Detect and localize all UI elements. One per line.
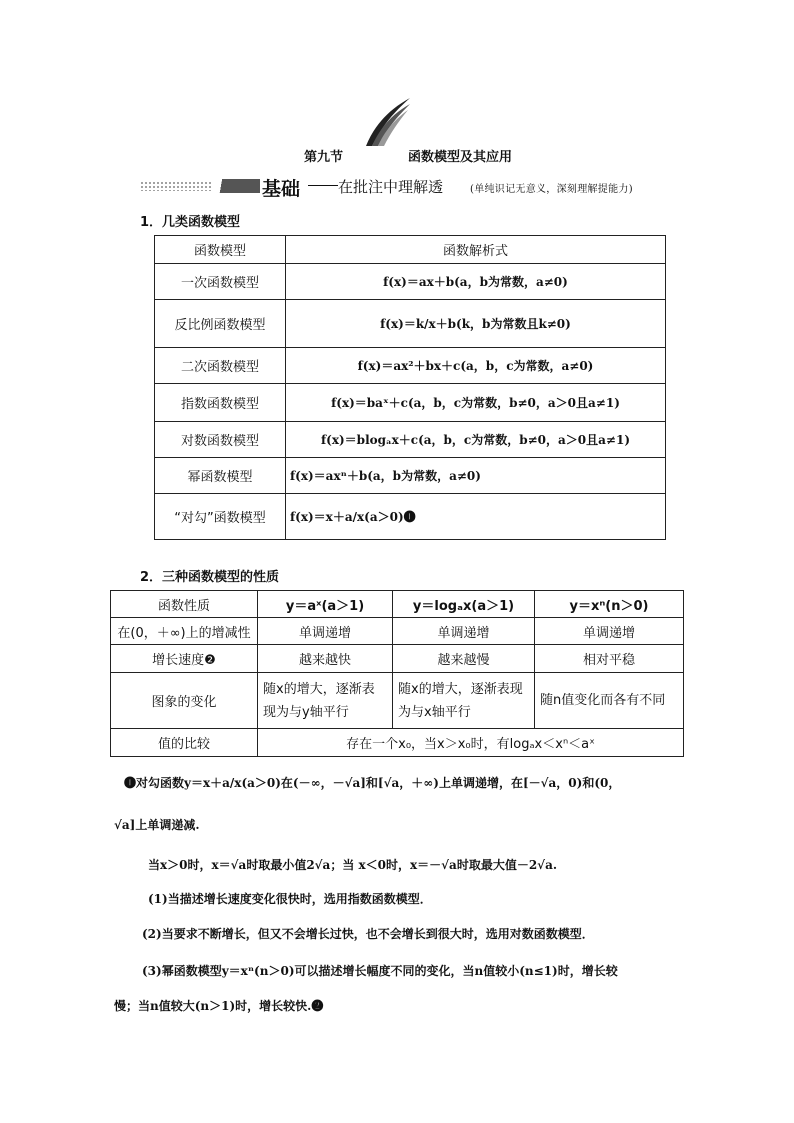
model-name: 二次函数模型 xyxy=(155,348,286,384)
model-name: 对数函数模型 xyxy=(155,422,286,458)
header-cell: y＝logₐx(a＞1) xyxy=(393,591,535,618)
property-value: 单调递增 xyxy=(393,618,535,645)
model-name: 一次函数模型 xyxy=(155,264,286,300)
table-row xyxy=(155,236,666,264)
properties-table xyxy=(110,590,684,757)
model-name: “对勾”函数模型 xyxy=(155,494,286,540)
note-paragraph-3-line1: (3)幂函数模型y＝xⁿ(n＞0)可以描述增长幅度不同的变化，当n值较小(n≤1)时，增长较 xyxy=(142,964,618,978)
model-formula: f(x)＝blogₐx＋c(a，b，c为常数，b≠0，a＞0且a≠1) xyxy=(286,422,666,458)
model-formula: f(x)＝axⁿ＋b(a，b为常数，a≠0) xyxy=(286,458,666,494)
table-row xyxy=(111,673,684,729)
table-row xyxy=(155,348,666,384)
model-formula: f(x)＝baˣ＋c(a，b，c为常数，b≠0，a＞0且a≠1) xyxy=(286,384,666,422)
banner-big: 基础 xyxy=(262,178,301,200)
note1-line1: ❶对勾函数y＝x＋a/x(a＞0)在(－∞，－√a]和[√a，＋∞)上单调递增，在[－√a，0)和(0， xyxy=(124,776,621,790)
banner-dots xyxy=(140,181,212,191)
banner-mid: 在批注中理解透 xyxy=(338,178,444,196)
table-row xyxy=(155,422,666,458)
property-label: 图象的变化 xyxy=(111,673,258,729)
property-value: 单调递增 xyxy=(258,618,393,645)
swoosh-logo-icon xyxy=(364,96,412,148)
property-value: 存在一个x₀，当x＞x₀时，有logₐx＜xⁿ＜aˣ xyxy=(258,729,684,757)
model-formula: f(x)＝x＋a/x(a＞0)❶ xyxy=(286,494,666,540)
model-formula: f(x)＝k/x＋b(k，b为常数且k≠0) xyxy=(286,300,666,348)
section-number: 第九节 xyxy=(304,150,344,165)
model-formula: f(x)＝ax＋b(a，b为常数，a≠0) xyxy=(286,264,666,300)
model-name: 幂函数模型 xyxy=(155,458,286,494)
banner xyxy=(140,174,700,200)
banner-dash xyxy=(308,185,338,186)
note-paragraph-2: (2)当要求不断增长，但又不会增长过快，也不会增长到很大时，选用对数函数模型． xyxy=(142,927,594,941)
property-value: 单调递增 xyxy=(535,618,684,645)
model-name: 指数函数模型 xyxy=(155,384,286,422)
table-row xyxy=(111,591,684,618)
banner-stripe xyxy=(212,179,260,193)
property-value: 随x的增大，逐渐表现为与x轴平行 xyxy=(393,673,535,729)
property-value: 随x的增大，逐渐表现为与y轴平行 xyxy=(258,673,393,729)
note-paragraph-3-line2: 慢；当n值较大(n＞1)时，增长较快.❷ xyxy=(114,999,324,1013)
header-cell: 函数模型 xyxy=(155,236,286,264)
note1-line3: 当x＞0时，x＝√a时取最小值2√a；当 x＜0时，x＝－√a时取最大值－2√a. xyxy=(148,858,558,872)
model-formula: f(x)＝ax²＋bx＋c(a，b，c为常数，a≠0) xyxy=(286,348,666,384)
header-cell: 函数性质 xyxy=(111,591,258,618)
property-value: 越来越慢 xyxy=(393,645,535,673)
table-row xyxy=(155,300,666,348)
banner-small: (单纯识记无意义，深刻理解提能力) xyxy=(470,184,633,195)
table-row xyxy=(155,494,666,540)
section1-heading: 1．几类函数模型 xyxy=(140,215,241,230)
property-value: 随n值变化而各有不同 xyxy=(535,673,684,729)
header-cell: y＝aˣ(a＞1) xyxy=(258,591,393,618)
section-title: 函数模型及其应用 xyxy=(408,150,513,165)
property-value: 越来越快 xyxy=(258,645,393,673)
property-label: 增长速度❷ xyxy=(111,645,258,673)
table-row xyxy=(111,645,684,673)
table-row xyxy=(155,458,666,494)
table-row xyxy=(155,264,666,300)
note-paragraph-1: (1)当描述增长速度变化很快时，选用指数函数模型． xyxy=(148,892,432,906)
table-row xyxy=(111,729,684,757)
table-row xyxy=(111,618,684,645)
property-label: 在(0，＋∞)上的增减性 xyxy=(111,618,258,645)
note1-line2: √a]上单调递减. xyxy=(114,818,200,832)
table-row xyxy=(155,384,666,422)
function-models-table xyxy=(154,235,666,540)
property-label: 值的比较 xyxy=(111,729,258,757)
section2-heading: 2．三种函数模型的性质 xyxy=(140,570,280,585)
model-name: 反比例函数模型 xyxy=(155,300,286,348)
header-cell: 函数解析式 xyxy=(286,236,666,264)
property-value: 相对平稳 xyxy=(535,645,684,673)
header-cell: y＝xⁿ(n＞0) xyxy=(535,591,684,618)
